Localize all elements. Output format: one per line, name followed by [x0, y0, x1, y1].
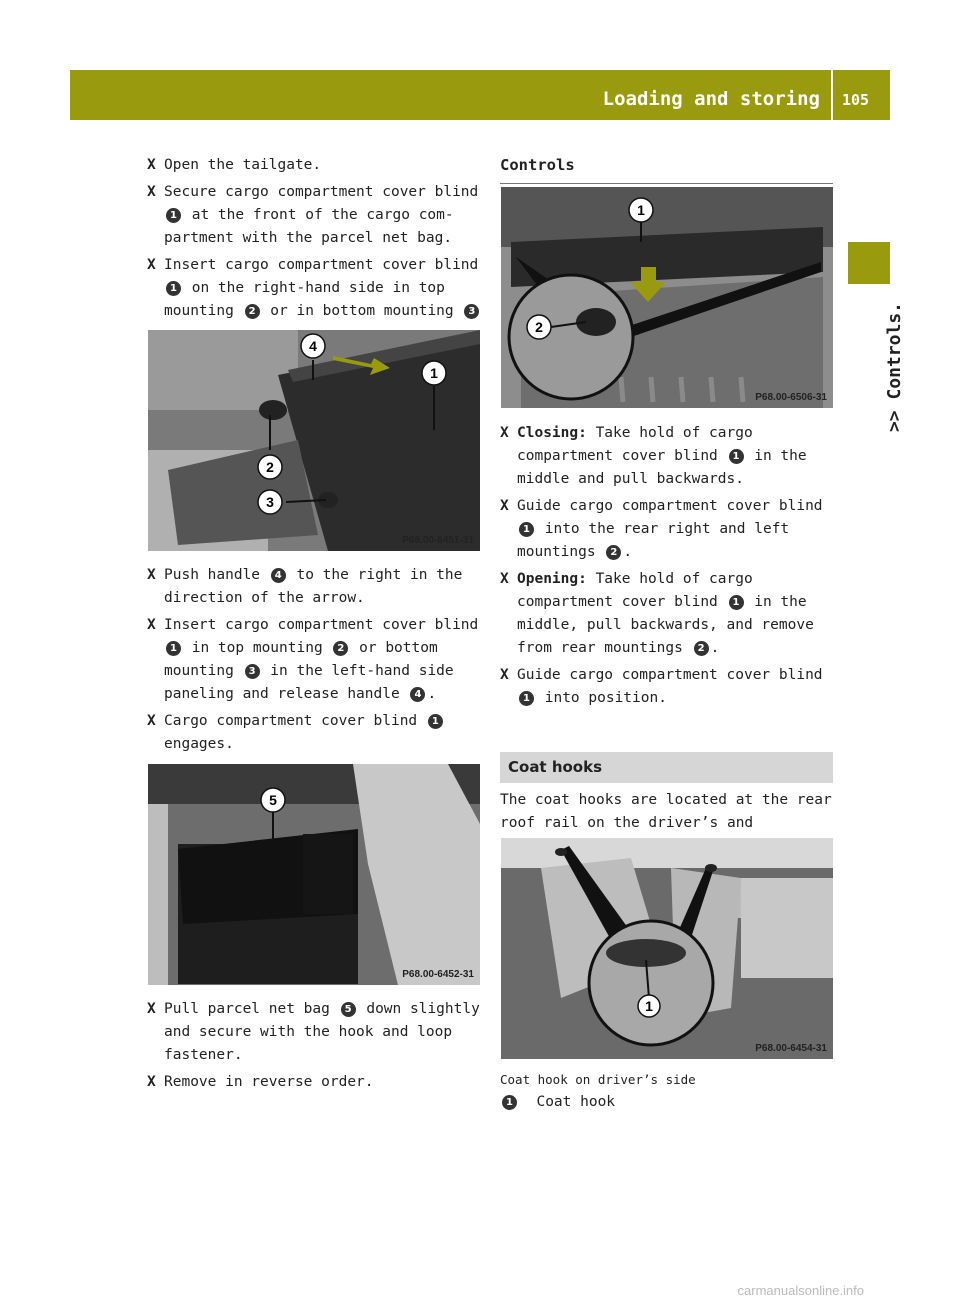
- step-marker: X: [500, 425, 509, 441]
- photo-cover-blind-controls: [501, 187, 833, 408]
- side-tab: [848, 242, 890, 284]
- step-pull-net-bag: X Pull parcel net bag 5 down slightly and secure with the hook and loop fastener.: [147, 998, 482, 1067]
- number-badge: 4: [410, 687, 425, 702]
- step-guide-position: X Guide cargo compartment cover blind 1 into position.: [500, 664, 836, 710]
- photo-code: P68.00-6454-31: [755, 1043, 827, 1054]
- photo-code: P68.00-6506-31: [755, 392, 827, 403]
- photo1-label-4: 4: [309, 338, 317, 354]
- side-tab-label: >> Controls.: [884, 302, 905, 433]
- step-insert-blind-left: X Insert cargo compartment cover blind 1 in top mounting 2 or bottom mounting 3 in the left-hand side paneling and release handle 4 .: [147, 614, 482, 706]
- step-marker: X: [147, 184, 156, 200]
- photo-code: P68.00-6452-31: [402, 969, 474, 980]
- step-marker: X: [147, 567, 156, 583]
- number-badge: 1: [729, 449, 744, 464]
- step-marker: X: [147, 617, 156, 633]
- right-steps: [500, 422, 836, 714]
- number-badge: 2: [245, 304, 260, 319]
- number-badge: 1: [502, 1095, 517, 1110]
- step-marker: X: [147, 1001, 156, 1017]
- number-badge: 1: [166, 208, 181, 223]
- number-badge: 1: [166, 641, 181, 656]
- step-opening: X Opening: Take hold of cargo compartment cover blind 1 in the middle, pull backwards, and remove from rear mountings 2 .: [500, 568, 836, 660]
- step-push-handle: X Push handle 4 to the right in the direction of the arrow.: [147, 564, 482, 610]
- step-marker: X: [147, 157, 156, 173]
- step-insert-blind: X Insert cargo compartment cover blind 1 on the right-hand side in top mounting 2 or in bottom mounting 3: [147, 254, 482, 346]
- number-badge: 1: [729, 595, 744, 610]
- photo4-label-1: 1: [645, 998, 653, 1014]
- left-steps-b: [147, 564, 482, 760]
- number-badge: 3: [245, 664, 260, 679]
- figure-caption: Coat hook on driver’s side: [500, 1072, 696, 1087]
- number-badge: 4: [271, 568, 286, 583]
- photo2-label-5: 5: [269, 792, 277, 808]
- number-badge: 3: [464, 304, 479, 319]
- section-rule: [500, 183, 833, 184]
- step-marker: X: [500, 571, 509, 587]
- photo3-label-2: 2: [535, 319, 543, 335]
- step-marker: X: [500, 667, 509, 683]
- controls-heading: [500, 154, 833, 184]
- watermark: carmanualsonline.info: [737, 1283, 864, 1298]
- photo-code: P68.00-6451-31: [402, 535, 474, 546]
- photo1-label-3: 3: [266, 494, 274, 510]
- left-steps-a: [147, 154, 482, 350]
- step-marker: X: [147, 1074, 156, 1090]
- step-guide-blind: X Guide cargo compartment cover blind 1 into the rear right and left mountings 2 .: [500, 495, 836, 564]
- step-marker: X: [147, 713, 156, 729]
- number-badge: 2: [694, 641, 709, 656]
- number-badge: 1: [166, 281, 181, 296]
- section-title-coat-hooks: Coat hooks: [500, 752, 833, 783]
- section-title-controls: Controls: [500, 156, 575, 174]
- number-badge: 5: [341, 1002, 356, 1017]
- number-badge: 1: [519, 522, 534, 537]
- step-marker: X: [147, 257, 156, 273]
- number-badge: 1: [519, 691, 534, 706]
- number-badge: 1: [428, 714, 443, 729]
- photo-parcel-net-bag: [148, 764, 480, 985]
- header-divider: [831, 70, 833, 120]
- photo-cover-blind-mounting: [148, 330, 480, 551]
- number-badge: 2: [606, 545, 621, 560]
- step-remove-reverse: X Remove in reverse order.: [147, 1071, 482, 1094]
- photo-coat-hook: [501, 838, 833, 1059]
- photo1-label-2: 2: [266, 459, 274, 475]
- step-closing: X Closing: Take hold of cargo compartment cover blind 1 in the middle and pull backwards.: [500, 422, 836, 491]
- step-open-tailgate: X Open the tailgate.: [147, 154, 482, 177]
- page-header-title: Loading and storing: [602, 88, 820, 110]
- number-badge: 2: [333, 641, 348, 656]
- photo3-label-1: 1: [637, 202, 645, 218]
- photo1-label-1: 1: [430, 365, 438, 381]
- left-steps-c: [147, 998, 482, 1098]
- step-secure-blind: X Secure cargo compartment cover blind 1 at the front of the cargo compartment with the parcel net bag.: [147, 181, 482, 250]
- step-blind-engages: X Cargo compartment cover blind 1 engages.: [147, 710, 482, 756]
- coat-hooks-text: The coat hooks are located at the rear roof rail on the driver’s and: [500, 792, 832, 831]
- page-number: 105: [842, 91, 870, 109]
- step-marker: X: [500, 498, 509, 514]
- photo4-caption-block: [500, 1068, 833, 1114]
- legend-item: 1 Coat hook: [500, 1091, 833, 1114]
